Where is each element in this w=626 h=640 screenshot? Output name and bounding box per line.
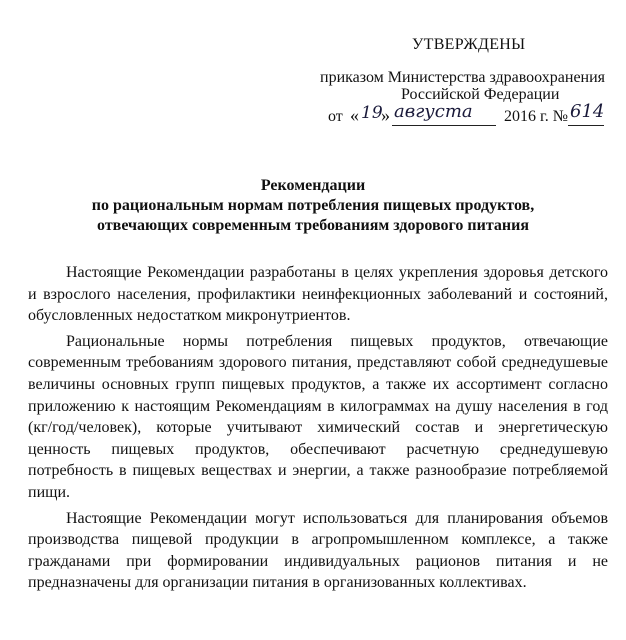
number-underline (568, 125, 604, 126)
order-year-and-number-label: 2016 г. № (504, 108, 569, 125)
paragraph-2: Рациональные нормы потребления пищевых продуктов, отвечающие современным требованиям здорового питания, представляют собой среднедушевые величины основных групп пищевых продуктов, а также их ассортимент согласно приложению к настоящим Рекомендациям в килограммах на душу населения в год (кг/год/человек), которые учитывают химический состав и энергетическую ценность пищевых продуктов, обеспечивают расчетную среднедушевую потребность в пищевых веществах и энергии, а также разнообразие потребляемой пищи. (28, 332, 608, 501)
document-body (28, 262, 608, 598)
title-line-1: Рекомендации (260, 177, 366, 194)
open-quote: « (350, 105, 359, 125)
month-underline (392, 125, 496, 126)
title-line-2: по рациональным нормам потребления пищевых продуктов, (91, 197, 535, 214)
order-ministry-line: приказом Министерства здравоохранения (320, 69, 606, 86)
title-line-3: отвечающих современным требованиям здорового питания (97, 217, 529, 234)
paragraph-1: Настоящие Рекомендации разработаны в целях укрепления здоровья детского и взрослого населения, профилактики неинфекционных заболеваний и состояний, обусловленных недостатком микронутриентов. (28, 264, 608, 325)
order-number-handwritten: 614 (570, 101, 605, 122)
close-quote: » (381, 105, 390, 125)
date-prefix: от (328, 108, 343, 125)
order-date-line (328, 101, 626, 132)
paragraph-3: Настоящие Рекомендации могут использоваться для планирования объемов производства пищевой продукции в агропромышленном комплексе, а также гражданами при формировании индивидуальных рационов питания и не предназначены для организации питания в организованных коллективах. (28, 509, 608, 592)
order-month-handwritten: августа (394, 101, 473, 122)
order-day-handwritten: 19 (361, 103, 383, 123)
approved-heading: УТВЕРЖДЕНЫ (412, 36, 526, 53)
federation-line: Российской Федерации (401, 86, 560, 103)
document-title (0, 176, 626, 236)
